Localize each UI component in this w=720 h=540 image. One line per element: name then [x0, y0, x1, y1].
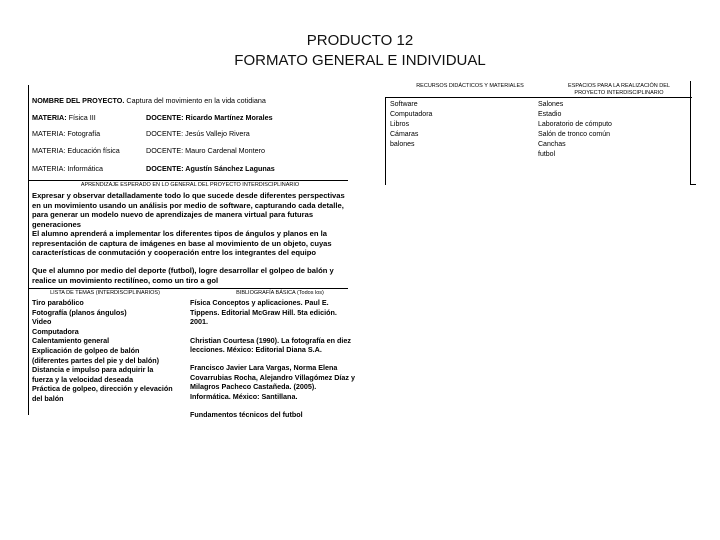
list-item: Video [32, 317, 52, 327]
project-name-value: Captura del movimiento en la vida cotidiana [126, 96, 266, 105]
project-name-label: NOMBRE DEL PROYECTO. [32, 96, 125, 105]
topics-header: LISTA DE TEMAS (INTERDISCIPLINARIOS) [50, 290, 160, 296]
docente-value: Mauro Cardenal Montero [185, 146, 266, 155]
docente-label: DOCENTE: [146, 113, 184, 122]
materia-label: MATERIA: [32, 113, 67, 122]
list-item: Laboratorio de cómputo [538, 121, 612, 128]
docente-row [146, 164, 275, 173]
list-item: Calentamiento general [32, 336, 110, 346]
divider-aprendizaje [28, 180, 348, 181]
bibliography-list [190, 298, 355, 420]
materia-value: Física III [68, 113, 96, 122]
resources-header-left: RECURSOS DIDÁCTICOS Y MATERIALES [416, 83, 524, 89]
left-border [28, 85, 29, 415]
learning-paragraph: Que el alumno por medio del deporte (futbol), logre desarrollar el golpeo de balón y realice un movimiento rectilíneo, como un tiro a gol [32, 266, 334, 285]
docente-row [146, 146, 265, 155]
resources-header-divider [385, 97, 692, 98]
list-item: Computadora [390, 111, 433, 118]
docente-value: Jesús Vallejo Rivera [185, 129, 250, 138]
bibliography-header: BIBLIOGRAFÍA BÁSICA (Todos los) [236, 290, 324, 296]
list-item: del balón [32, 393, 64, 403]
materia-value: Fotografía [67, 129, 101, 138]
page-subtitle: FORMATO GENERAL E INDIVIDUAL [234, 52, 486, 69]
docente-label: DOCENTE: [146, 146, 184, 155]
resources-header-right: ESPACIOS PARA LA REALIZACIÓN DEL PROYECTO INTERDISCIPLINARIO [568, 83, 670, 96]
subject-row [32, 146, 120, 155]
list-item: Salones [538, 101, 564, 108]
bibliography-entry: Christian Courtesa (1990). La fotografía en diez lecciones. México: Editorial Diana S.A. [190, 335, 351, 355]
docente-value: Agustín Sánchez Lagunas [185, 164, 275, 173]
list-item: Práctica de golpeo, dirección y elevación [32, 384, 173, 394]
materia-label: MATERIA: [32, 146, 66, 155]
docente-label: DOCENTE: [146, 129, 184, 138]
list-item: Software [390, 101, 418, 108]
topics-list [32, 298, 182, 404]
materia-value: Educación física [67, 146, 120, 155]
subject-row [32, 164, 103, 173]
list-item: Tiro parabólico [32, 298, 84, 307]
docente-row [146, 113, 273, 122]
page-title: PRODUCTO 12 [306, 32, 414, 49]
list-item: fuerza y la velocidad deseada [32, 374, 134, 384]
learning-paragraph: Expresar y observar detalladamente todo lo que sucede desde diferentes perspectivas en un movimiento usando un análisis por medio de software, capturando cada detalle, para generar un modelo nuevo de aprendizajes de manera virtual para futuras generaciones [32, 191, 345, 229]
resources-right-border [690, 81, 691, 185]
resources-left-list [390, 100, 432, 150]
project-name-row [32, 96, 266, 105]
list-item: Explicación de golpeo de balón [32, 345, 140, 355]
list-item: futbol [538, 151, 556, 158]
bibliography-entry: Francisco Javier Lara Vargas, Norma Elena Covarrubias Rocha, Alejandro Villagómez Díaz y Milagros Pacheco Castañeda. (2005). Informática. México: Santillana. [190, 362, 355, 401]
materia-label: MATERIA: [32, 164, 66, 173]
bibliography-entry: Física Conceptos y aplicaciones. Paul E. Tippens. Editorial McGraw Hill. 5ta edición. 2001. [190, 298, 337, 327]
list-item: Salón de tronco común [538, 131, 610, 138]
list-item: Canchas [538, 141, 566, 148]
list-item: Estadio [538, 111, 562, 118]
list-item: Computadora [32, 326, 79, 336]
subject-row [32, 129, 100, 138]
list-item: balones [390, 141, 415, 148]
resources-right-list [538, 100, 612, 160]
list-item: Cámaras [390, 131, 419, 138]
docente-value: Ricardo Martínez Morales [185, 113, 273, 122]
list-item: Fotografía (planos ángulos) [32, 307, 127, 317]
resources-corner [690, 184, 696, 185]
divider-temas [28, 288, 348, 289]
resources-table [385, 81, 692, 185]
list-item: Distancia e impulso para adquirir la [32, 365, 154, 375]
materia-value: Informática [67, 164, 103, 173]
docente-row [146, 129, 250, 138]
subject-row [32, 113, 96, 122]
materia-label: MATERIA: [32, 129, 66, 138]
learning-header: APRENDIZAJE ESPERADO EN LO GENERAL DEL PROYECTO INTERDISCIPLINARIO [80, 182, 300, 188]
docente-label: DOCENTE: [146, 164, 184, 173]
resources-left-border [385, 97, 386, 185]
list-item: Libros [390, 121, 410, 128]
list-item: (diferentes partes del pie y del balón) [32, 355, 160, 365]
learning-paragraph: El alumno aprenderá a implementar los diferentes tipos de ángulos y planos en la representación de captura de imágenes en base al movimiento de un objeto, cuyas características de conmutación y cooperación entre los integrantes del equipo [32, 229, 332, 258]
bibliography-entry: Fundamentos técnicos del futbol [190, 410, 303, 420]
